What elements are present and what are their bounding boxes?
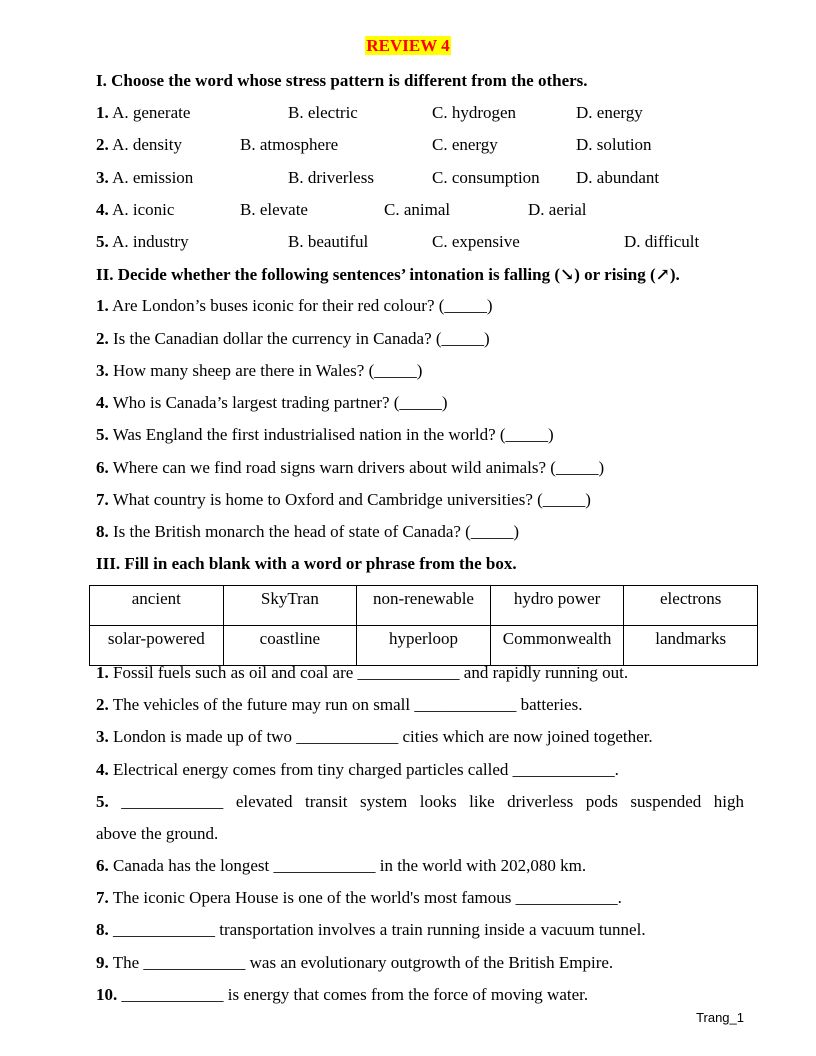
section3-question-6: [96, 856, 586, 876]
question-text: ____________ elevated transit system looks like driverless pods suspended high: [121, 792, 744, 811]
section3-question-5-continued: above the ground.: [96, 824, 219, 843]
question-text: Where can we find road signs warn drivers about wild animals? (_____): [112, 458, 605, 477]
question-text: The vehicles of the future may run on small ____________ batteries.: [112, 695, 583, 714]
question-number: 4.: [96, 760, 109, 779]
question-text: ____________ is energy that comes from the force of moving water.: [121, 985, 589, 1004]
word-box-cell: SkyTran: [223, 586, 357, 626]
section2-question-3: [96, 361, 422, 381]
option-d: D. abundant: [576, 168, 660, 187]
option-c: C. consumption: [432, 168, 540, 187]
word-box-cell: solar-powered: [90, 626, 224, 666]
question-text: Are London’s buses iconic for their red colour? (_____): [112, 296, 493, 315]
word-box-row: [90, 626, 758, 666]
section3-question-9: [96, 953, 613, 973]
question-text: Canada has the longest ____________ in the world with 202,080 km.: [113, 856, 587, 875]
option-c: C. animal: [384, 200, 451, 219]
section3-question-8: [96, 920, 646, 940]
question-number: 6.: [96, 856, 109, 875]
section2-question-1: [96, 296, 493, 316]
section2-question-6: [96, 458, 604, 478]
question-text: The iconic Opera House is one of the world's most famous ____________.: [112, 888, 622, 907]
question-text: Is the Canadian dollar the currency in Canada? (_____): [113, 329, 490, 348]
section2-question-5: [96, 425, 554, 445]
question-number: 5.: [96, 425, 109, 444]
page-title: REVIEW 4: [366, 36, 450, 55]
section3-question-4: [96, 760, 619, 780]
question-text: Electrical energy comes from tiny charged particles called ____________.: [113, 760, 619, 779]
title-wrap: [0, 36, 816, 56]
option-d: D. difficult: [624, 232, 700, 251]
question-number: 8.: [96, 522, 109, 541]
question-number: 3.: [96, 168, 109, 187]
word-box-cell: ancient: [90, 586, 224, 626]
question-text: London is made up of two ____________ cities which are now joined together.: [113, 727, 653, 746]
option-a: A. generate: [112, 103, 191, 122]
word-box-cell: Commonwealth: [490, 626, 624, 666]
option-a: A. iconic: [112, 200, 175, 219]
question-number: 2.: [96, 695, 109, 714]
word-box-cell: electrons: [624, 586, 758, 626]
section3-question-1: [96, 663, 628, 683]
option-d: D. solution: [576, 135, 652, 154]
question-number: 2.: [96, 329, 109, 348]
question-text: ____________ transportation involves a train running inside a vacuum tunnel.: [113, 920, 646, 939]
question-number: 1.: [96, 296, 109, 315]
question-number: 8.: [96, 920, 109, 939]
option-b: B. beautiful: [288, 232, 369, 251]
section1-heading: I. Choose the word whose stress pattern is different from the others.: [96, 71, 588, 90]
word-box-cell: non-renewable: [357, 586, 491, 626]
question-text: The ____________ was an evolutionary outgrowth of the British Empire.: [112, 953, 614, 972]
section2-question-2: [96, 329, 490, 349]
question-number: 10.: [96, 985, 118, 1004]
question-number: 6.: [96, 458, 109, 477]
option-d: D. aerial: [528, 200, 587, 219]
section3-question-10: [96, 985, 588, 1005]
section2-heading: II. Decide whether the following sentences’ intonation is falling (↘) or rising (↗).: [96, 265, 680, 284]
word-box-cell: landmarks: [624, 626, 758, 666]
question-number: 1.: [96, 663, 109, 682]
word-box-cell: coastline: [223, 626, 357, 666]
option-a: A. industry: [112, 232, 189, 251]
question-number: 1.: [96, 103, 109, 122]
question-number: 3.: [96, 727, 109, 746]
section3-heading: III. Fill in each blank with a word or phrase from the box.: [96, 554, 517, 573]
word-box-row: [90, 586, 758, 626]
question-number: 4.: [96, 393, 109, 412]
section2-question-7: [96, 490, 591, 510]
question-text: How many sheep are there in Wales? (_____): [113, 361, 423, 380]
word-box-cell: hyperloop: [357, 626, 491, 666]
option-a: A. emission: [112, 168, 194, 187]
question-text: Is the British monarch the head of state of Canada? (_____): [113, 522, 519, 541]
page-footer: Trang_1: [696, 1010, 744, 1025]
question-number: 7.: [96, 888, 109, 907]
question-number: 9.: [96, 953, 109, 972]
option-b: B. driverless: [288, 168, 374, 187]
section2-question-4: [96, 393, 448, 413]
question-number: 5.: [96, 792, 109, 811]
option-b: B. atmosphere: [240, 135, 339, 154]
section3-question-3: [96, 727, 653, 747]
question-number: 4.: [96, 200, 109, 219]
section3-question-7: [96, 888, 622, 908]
option-c: C. expensive: [432, 232, 520, 251]
option-d: D. energy: [576, 103, 643, 122]
option-c: C. hydrogen: [432, 103, 517, 122]
question-text: What country is home to Oxford and Cambridge universities? (_____): [112, 490, 591, 509]
option-b: B. electric: [288, 103, 358, 122]
option-a: A. density: [112, 135, 182, 154]
question-text: Fossil fuels such as oil and coal are ____________ and rapidly running out.: [113, 663, 629, 682]
section3-question-5: [96, 792, 744, 812]
question-number: 5.: [96, 232, 109, 251]
question-number: 3.: [96, 361, 109, 380]
question-text: Was England the first industrialised nation in the world? (_____): [112, 425, 554, 444]
word-box: [89, 585, 758, 666]
question-text: Who is Canada’s largest trading partner? (_____): [112, 393, 448, 412]
question-number: 7.: [96, 490, 109, 509]
option-c: C. energy: [432, 135, 498, 154]
question-number: 2.: [96, 135, 109, 154]
section3-question-2: [96, 695, 582, 715]
section2-question-8: [96, 522, 519, 542]
word-box-cell: hydro power: [490, 586, 624, 626]
option-b: B. elevate: [240, 200, 308, 219]
